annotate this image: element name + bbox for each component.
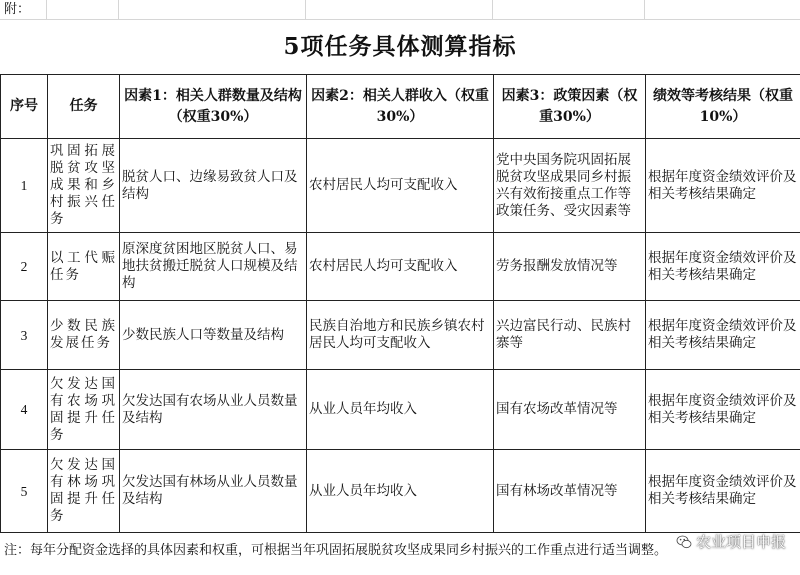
cell-factor1: 脱贫人口、边缘易致贫人口及结构	[120, 139, 307, 233]
cell-task: 巩固拓展脱贫攻坚成果和乡村振兴任务	[48, 139, 120, 233]
cell-seq: 4	[1, 370, 48, 450]
cell-factor1: 原深度贫困地区脱贫人口、易地扶贫搬迁脱贫人口规模及结构	[120, 233, 307, 301]
column-header-factor3: 因素3：政策因素（权重30%）	[494, 75, 646, 139]
cell-performance: 根据年度资金绩效评价及相关考核结果确定	[646, 370, 800, 450]
grid-divider	[644, 0, 645, 20]
cell-seq: 3	[1, 301, 48, 370]
cell-performance: 根据年度资金绩效评价及相关考核结果确定	[646, 450, 800, 533]
cell-task: 少数民族发展任务	[48, 301, 120, 370]
cell-factor2: 民族自治地方和民族乡镇农村居民人均可支配收入	[307, 301, 494, 370]
page-title: 5项任务具体测算指标	[283, 33, 517, 60]
cell-seq: 1	[1, 139, 48, 233]
attachment-label-text: 附：	[4, 2, 31, 17]
cell-factor3: 国有林场改革情况等	[494, 450, 646, 533]
cell-seq: 5	[1, 450, 48, 533]
table-header-row	[1, 75, 800, 139]
table-row	[1, 370, 800, 450]
cell-factor2: 从业人员年均收入	[307, 450, 494, 533]
table-row	[1, 450, 800, 533]
table-row	[1, 139, 800, 233]
cell-performance: 根据年度资金绩效评价及相关考核结果确定	[646, 301, 800, 370]
cell-task: 以工代赈任务	[48, 233, 120, 301]
cell-factor3: 党中央国务院巩固拓展脱贫攻坚成果同乡村振兴有效衔接重点工作等政策任务、受灾因素等	[494, 139, 646, 233]
cell-seq: 2	[1, 233, 48, 301]
cell-task: 欠发达国有农场巩固提升任务	[48, 370, 120, 450]
column-header-performance: 绩效等考核结果（权重10%）	[646, 75, 800, 139]
table-row	[1, 301, 800, 370]
cell-factor2: 农村居民人均可支配收入	[307, 233, 494, 301]
attachment-label	[0, 0, 800, 20]
cell-factor3: 兴边富民行动、民族村寨等	[494, 301, 646, 370]
column-header-factor2: 因素2：相关人群收入（权重30%）	[307, 75, 494, 139]
cell-factor1: 欠发达国有农场从业人员数量及结构	[120, 370, 307, 450]
watermark	[676, 531, 786, 553]
cell-factor1: 欠发达国有林场从业人员数量及结构	[120, 450, 307, 533]
cell-performance: 根据年度资金绩效评价及相关考核结果确定	[646, 139, 800, 233]
table-row	[1, 233, 800, 301]
cell-factor1: 少数民族人口等数量及结构	[120, 301, 307, 370]
cell-task: 欠发达国有林场巩固提升任务	[48, 450, 120, 533]
column-header-factor1: 因素1：相关人群数量及结构（权重30%）	[120, 75, 307, 139]
column-header-seq: 序号	[1, 75, 48, 139]
grid-divider	[46, 0, 47, 20]
cell-factor3: 国有农场改革情况等	[494, 370, 646, 450]
cell-performance: 根据年度资金绩效评价及相关考核结果确定	[646, 233, 800, 301]
watermark-text: 农业项目申报	[695, 533, 786, 551]
cell-factor2: 农村居民人均可支配收入	[307, 139, 494, 233]
grid-divider	[118, 0, 119, 20]
cell-factor2: 从业人员年均收入	[307, 370, 494, 450]
wechat-icon	[676, 534, 692, 550]
cell-factor3: 劳务报酬发放情况等	[494, 233, 646, 301]
grid-divider	[305, 0, 306, 20]
grid-divider	[492, 0, 493, 20]
indicator-table	[0, 74, 800, 533]
column-header-task: 任务	[48, 75, 120, 139]
footnote: 注：每年分配资金选择的具体因素和权重，可根据当年巩固拓展脱贫攻坚成果同乡村振兴的工作重点进行适当调整。	[4, 543, 668, 558]
